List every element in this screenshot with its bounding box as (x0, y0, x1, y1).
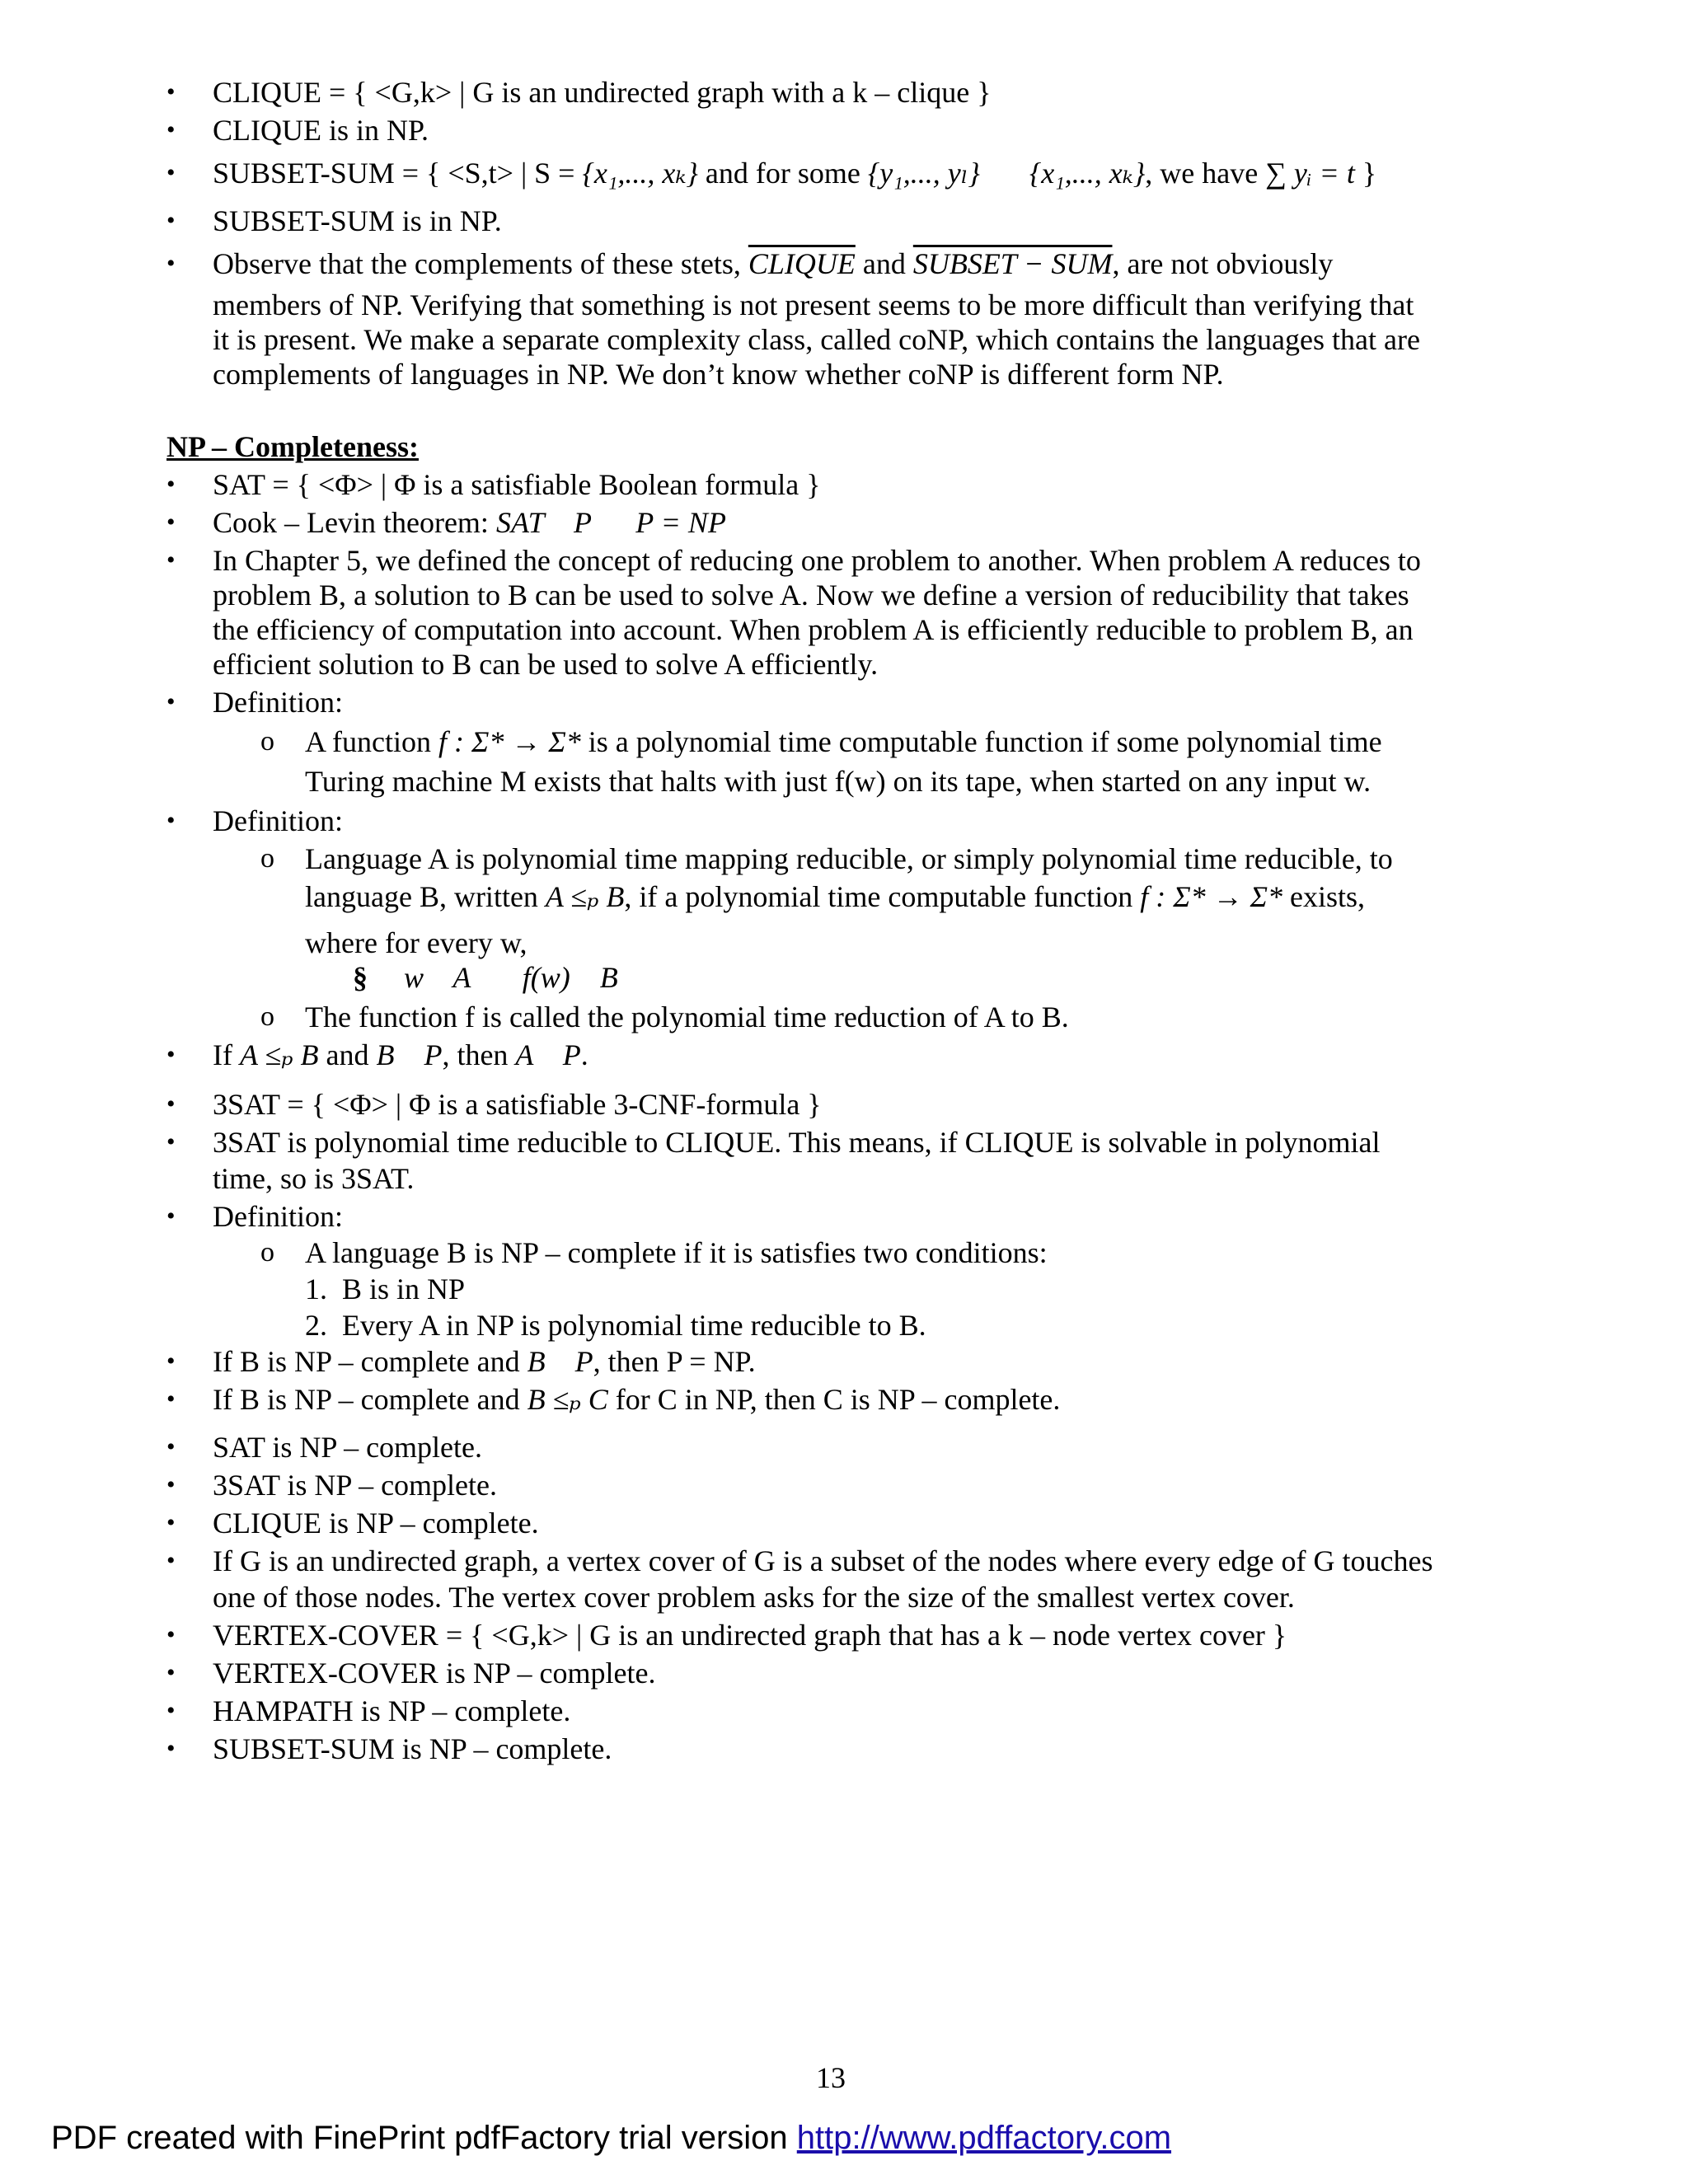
text-line: it is present. We make a separate complexity class, called coNP, which contains the languages that are (213, 323, 1420, 356)
text-line: efficient solution to B can be used to solve A efficiently. (213, 648, 879, 681)
text-line: HAMPATH is NP – complete. (213, 1694, 571, 1727)
text-line: Turing machine M exists that halts with just f(w) on its tape, when started on any input w. (305, 765, 1372, 798)
bullet: • (166, 116, 176, 143)
bullet: • (166, 546, 176, 574)
text-line: CLIQUE is NP – complete. (213, 1507, 539, 1540)
page-number: 13 (816, 2061, 846, 2094)
text-line: Observe that the complements of these stets, CLIQUE and SUBSET − SUM, are not obviously (213, 247, 1334, 280)
footer-link[interactable]: http://www.pdffactory.com (796, 2120, 1172, 2156)
text-line: w A f(w) B (404, 961, 618, 994)
text-line: where for every w, (305, 926, 528, 959)
text-line: If B is NP – complete and B ≤ₚ C for C in NP, then C is NP – complete. (213, 1383, 1061, 1416)
bullet: • (166, 1659, 176, 1686)
sub-bullet: o (260, 1001, 274, 1032)
bullet: • (166, 1621, 176, 1648)
text-line: Definition: (213, 1200, 343, 1233)
sub-bullet: o (260, 843, 274, 874)
bullet: • (166, 1471, 176, 1498)
bullet: • (166, 1128, 176, 1155)
bullet: • (166, 807, 176, 834)
bullet: • (166, 1433, 176, 1460)
text-line: language B, written A ≤ₚ B, if a polynomial time computable function f : Σ* → Σ* exists, (305, 880, 1366, 913)
text-line: CLIQUE is in NP. (213, 114, 429, 147)
bullet: • (166, 1547, 176, 1574)
text-line: members of NP. Verifying that something is not present seems to be more difficult than verifying that (213, 288, 1414, 321)
bullet: • (166, 207, 176, 234)
section-heading: NP – Completeness: (166, 430, 419, 463)
bullet: • (166, 250, 176, 277)
bullet: • (166, 1202, 176, 1230)
text-line: SAT is NP – complete. (213, 1431, 483, 1464)
text-line: Definition: (213, 686, 343, 719)
text-line: In Chapter 5, we defined the concept of reducing one problem to another. When problem A reduces to (213, 544, 1421, 577)
footer (51, 2120, 1171, 2157)
footer-text: PDF created with FinePrint pdfFactory trial version (51, 2120, 797, 2156)
text-line: time, so is 3SAT. (213, 1162, 415, 1195)
list-item: 2. Every A in NP is polynomial time reducible to B. (305, 1309, 926, 1342)
bullet: • (166, 1735, 176, 1762)
text-line: 3SAT is NP – complete. (213, 1469, 498, 1502)
bullet: • (166, 1041, 176, 1068)
bullet: • (166, 1697, 176, 1724)
text-line: CLIQUE = { <G,k> | G is an undirected graph with a k – clique } (213, 76, 992, 109)
text-line: complements of languages in NP. We don’t know whether coNP is different form NP. (213, 358, 1224, 391)
text-line: 3SAT is polynomial time reducible to CLIQUE. This means, if CLIQUE is solvable in polynomial (213, 1126, 1381, 1159)
text-line: Definition: (213, 804, 343, 837)
text-line: SUBSET-SUM is in NP. (213, 204, 502, 237)
text-line: VERTEX-COVER = { <G,k> | G is an undirected graph that has a k – node vertex cover } (213, 1619, 1287, 1652)
text-line: If G is an undirected graph, a vertex cover of G is a subset of the nodes where every edge of G touches (213, 1544, 1433, 1577)
text-line: VERTEX-COVER is NP – complete. (213, 1657, 656, 1690)
list-item: 1. B is in NP (305, 1272, 466, 1305)
text-line: the efficiency of computation into account. When problem A is efficiently reducible to problem B, an (213, 613, 1414, 646)
bullet: • (166, 78, 176, 105)
bullet: • (166, 688, 176, 715)
sub-bullet: o (260, 1237, 274, 1268)
bullet: • (166, 471, 176, 498)
sub-bullet: o (260, 726, 274, 757)
bullet: • (166, 1347, 176, 1375)
section-mark: § (353, 961, 368, 994)
text-line: problem B, a solution to B can be used to solve A. Now we define a version of reducibility that takes (213, 579, 1409, 612)
text-line-subset-sum: SUBSET-SUM = { <S,t> | S = {x₁,..., xₖ} and for some {y₁,..., yₗ} {x₁,..., xₖ}, we have ∑ yᵢ = t } (213, 157, 1377, 190)
text-line: SUBSET-SUM is NP – complete. (213, 1732, 612, 1765)
bullet: • (166, 509, 176, 536)
bullet: • (166, 159, 176, 186)
text-line: The function f is called the polynomial time reduction of A to B. (305, 1001, 1069, 1033)
bullet: • (166, 1090, 176, 1118)
text-line: 3SAT = { <Φ> | Φ is a satisfiable 3-CNF-formula } (213, 1088, 822, 1121)
text-line: If B is NP – complete and B P, then P = NP. (213, 1345, 756, 1378)
text-line: Cook – Levin theorem: SAT P P = NP (213, 506, 726, 539)
text-line: A language B is NP – complete if it is satisfies two conditions: (305, 1236, 1048, 1269)
text-line: If A ≤ₚ B and B P, then A P. (213, 1038, 588, 1071)
bullet: • (166, 1385, 176, 1413)
text-line: A function f : Σ* → Σ* is a polynomial time computable function if some polynomial time (305, 725, 1382, 758)
text-line: one of those nodes. The vertex cover problem asks for the size of the smallest vertex cover. (213, 1581, 1295, 1614)
text-line: Language A is polynomial time mapping reducible, or simply polynomial time reducible, to (305, 842, 1393, 875)
bullet: • (166, 1509, 176, 1536)
text-line: SAT = { <Φ> | Φ is a satisfiable Boolean formula } (213, 468, 821, 501)
